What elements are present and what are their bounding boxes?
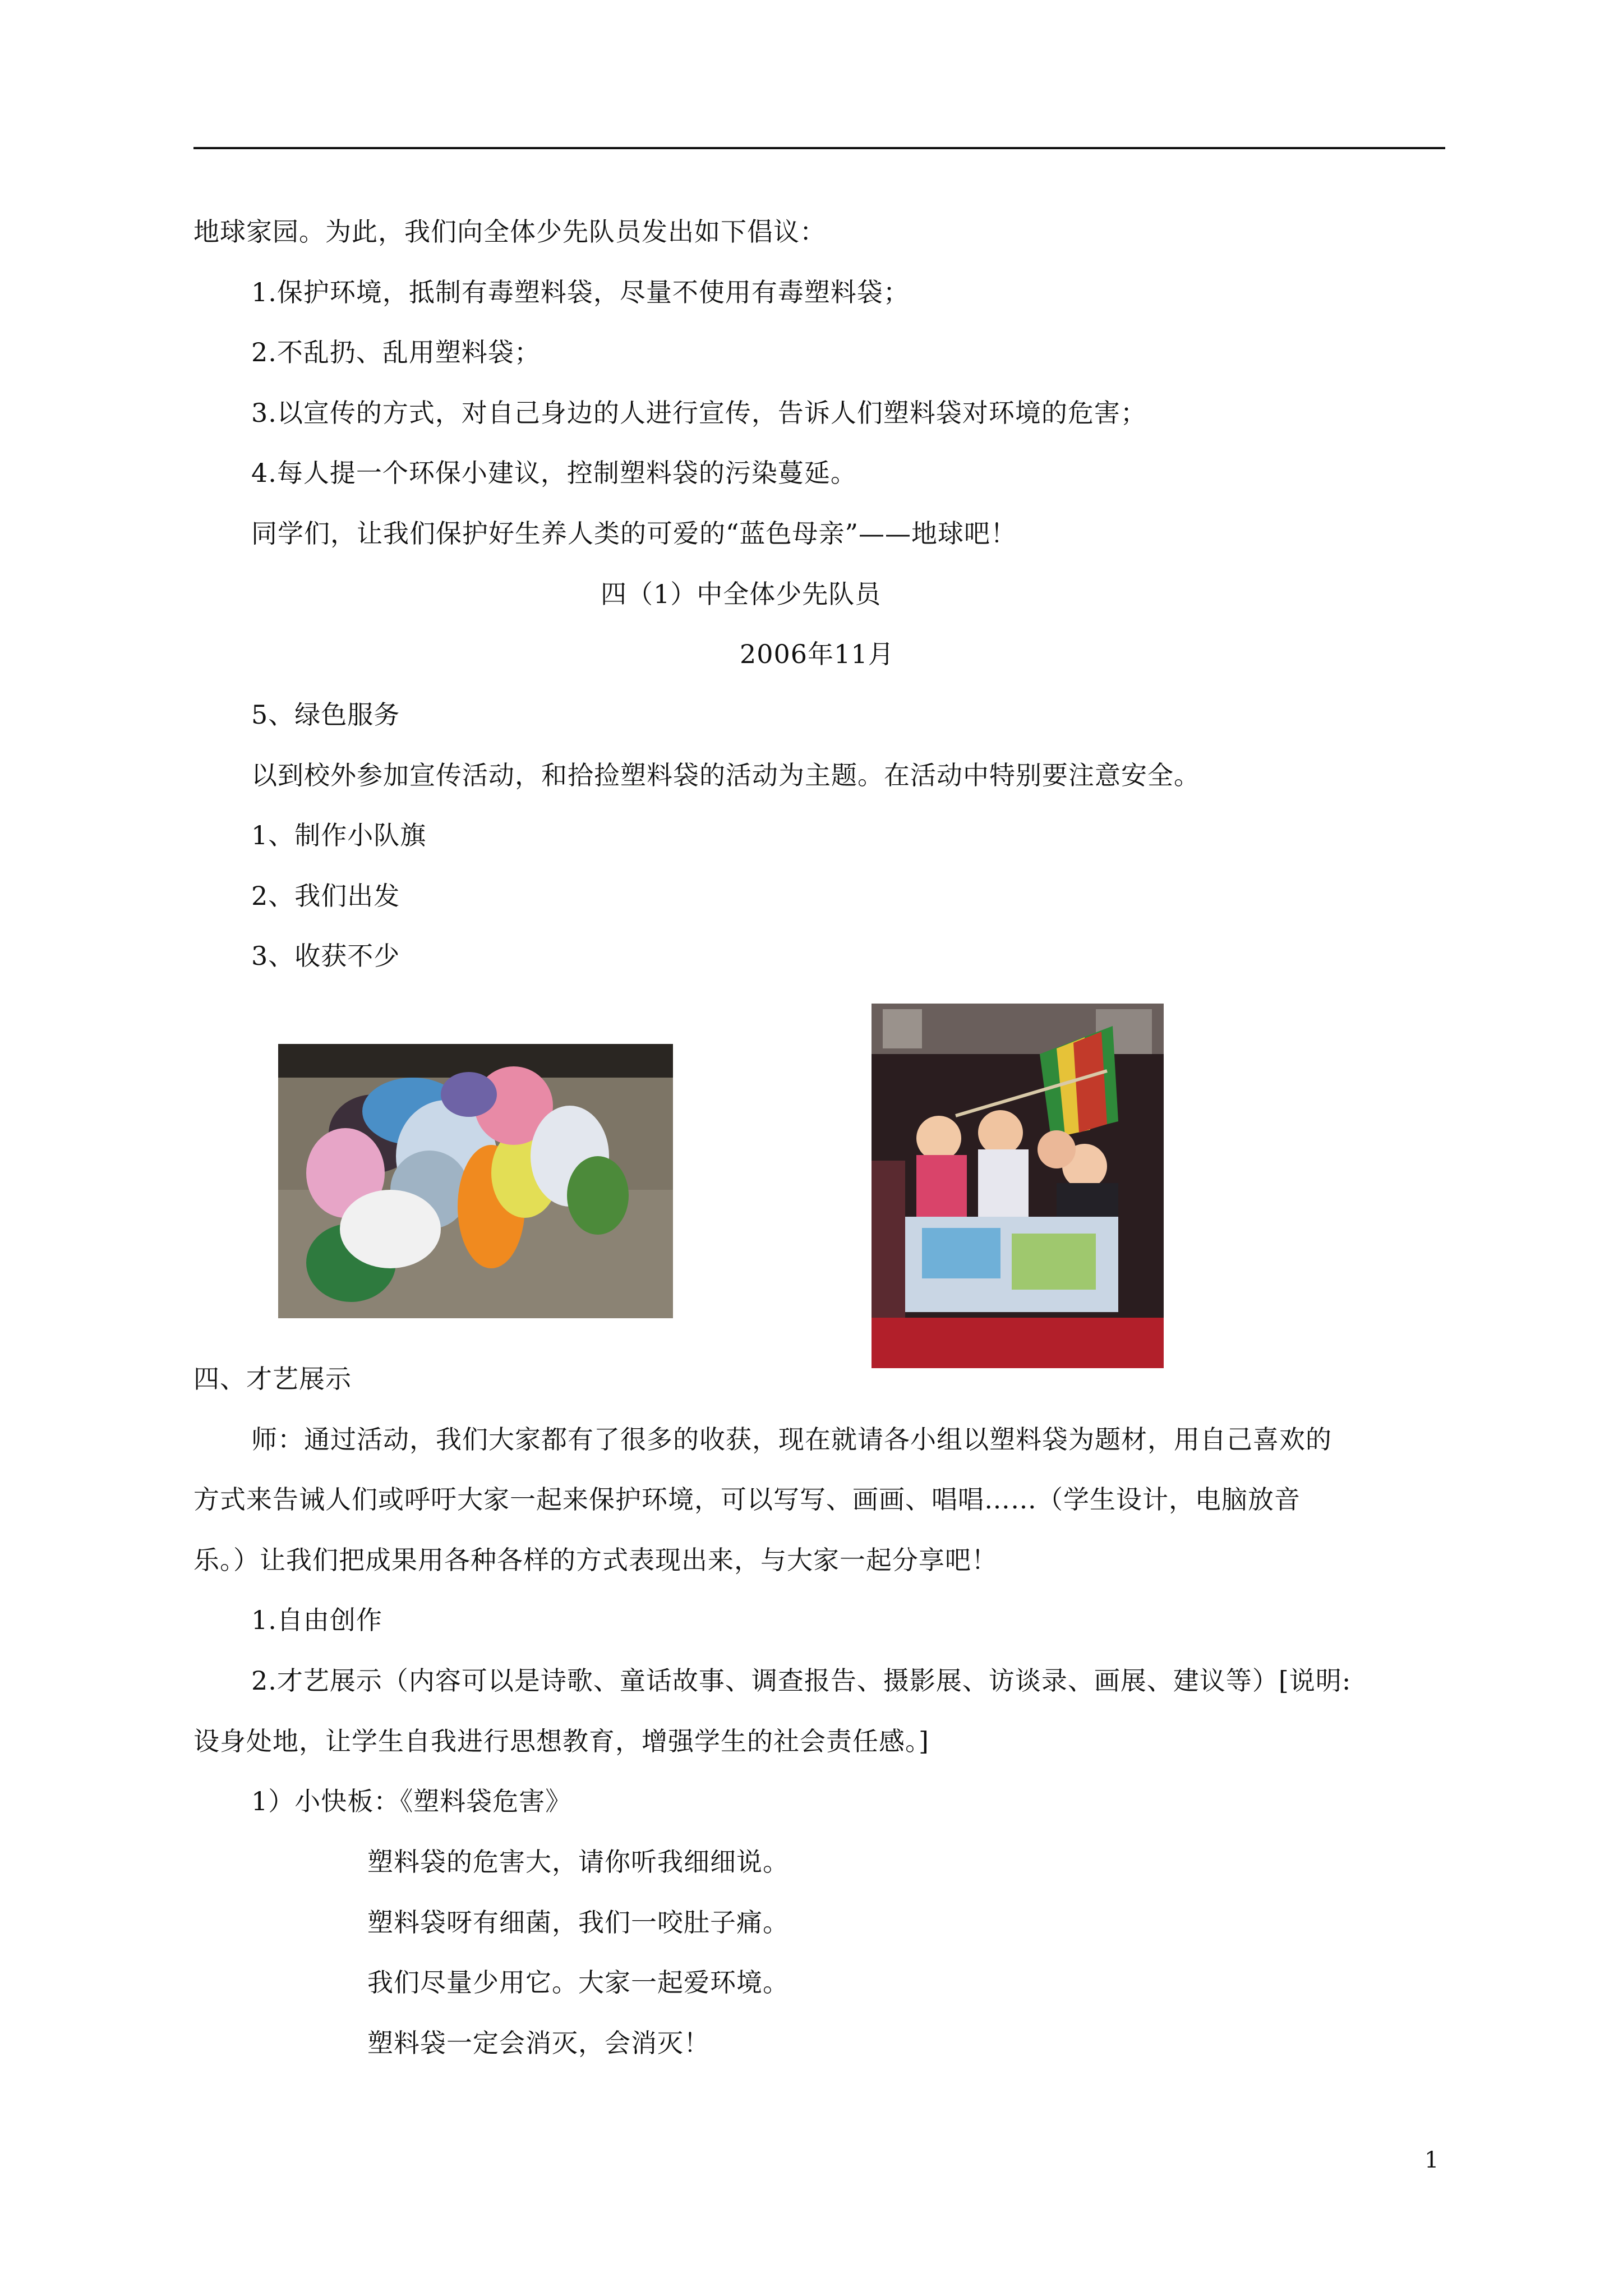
header-rule bbox=[193, 147, 1445, 149]
teacher-paragraph-line-1: 师：通过活动，我们大家都有了很多的收获，现在就请各小组以塑料袋为题材，用自己喜欢的 bbox=[251, 1424, 1332, 1455]
proposal-item-1: 1.保护环境，抵制有毒塑料袋，尽量不使用有毒塑料袋； bbox=[251, 277, 910, 307]
proposal-item-2: 2.不乱扔、乱用塑料袋； bbox=[251, 337, 541, 367]
activity-step-2: 2、我们出发 bbox=[251, 881, 400, 911]
talent-show-line-2: 设身处地，让学生自我进行思想教育，增强学生的社会责任感。] bbox=[193, 1726, 929, 1756]
verse-line-4: 塑料袋一定会消灭，会消灭！ bbox=[367, 2028, 710, 2058]
plastic-bags-photo bbox=[278, 1044, 673, 1318]
verse-line-1: 塑料袋的危害大，请你听我细细说。 bbox=[367, 1847, 789, 1877]
teacher-paragraph-line-2: 方式来告诫人们或呼吁大家一起来保护环境，可以写写、画画、唱唱……（学生设计，电脑放音 bbox=[193, 1484, 1301, 1515]
activity-step-3: 3、收获不少 bbox=[251, 941, 400, 971]
appeal-paragraph: 同学们，让我们保护好生养人类的可爱的“蓝色母亲”——地球吧！ bbox=[251, 518, 1017, 549]
page-number: 1 bbox=[1424, 2147, 1439, 2173]
verse-line-2: 塑料袋呀有细菌，我们一咬肚子痛。 bbox=[367, 1907, 789, 1938]
section-description: 以到校外参加宣传活动，和拾捡塑料袋的活动为主题。在活动中特别要注意安全。 bbox=[251, 760, 1200, 790]
free-creation-item: 1.自由创作 bbox=[251, 1605, 382, 1635]
signature: 四（1）中全体少先队员 bbox=[601, 579, 882, 609]
talent-show-line-1: 2.才艺展示（内容可以是诗歌、童话故事、调查报告、摄影展、访谈录、画展、建议等）[说明: bbox=[251, 1665, 1352, 1696]
verse-line-3: 我们尽量少用它。大家一起爱环境。 bbox=[367, 1967, 789, 1998]
section-heading-green-service: 5、绿色服务 bbox=[251, 700, 400, 730]
section-heading-talent-show: 四、才艺展示 bbox=[193, 1364, 352, 1394]
children-with-flag-photo bbox=[872, 1004, 1164, 1368]
proposal-item-3: 3.以宣传的方式，对自己身边的人进行宣传，告诉人们塑料袋对环境的危害； bbox=[251, 398, 1147, 428]
proposal-item-4: 4.每人提一个环保小建议，控制塑料袋的污染蔓延。 bbox=[251, 458, 857, 488]
intro-paragraph: 地球家园。为此，我们向全体少先队员发出如下倡议： bbox=[193, 217, 826, 247]
kuaiban-title: 1）小快板：《塑料袋危害》 bbox=[251, 1786, 572, 1816]
teacher-paragraph-line-3: 乐。）让我们把成果用各种各样的方式表现出来，与大家一起分享吧！ bbox=[193, 1545, 998, 1575]
activity-step-1: 1、制作小队旗 bbox=[251, 820, 427, 850]
signature-date: 2006年11月 bbox=[740, 639, 895, 669]
